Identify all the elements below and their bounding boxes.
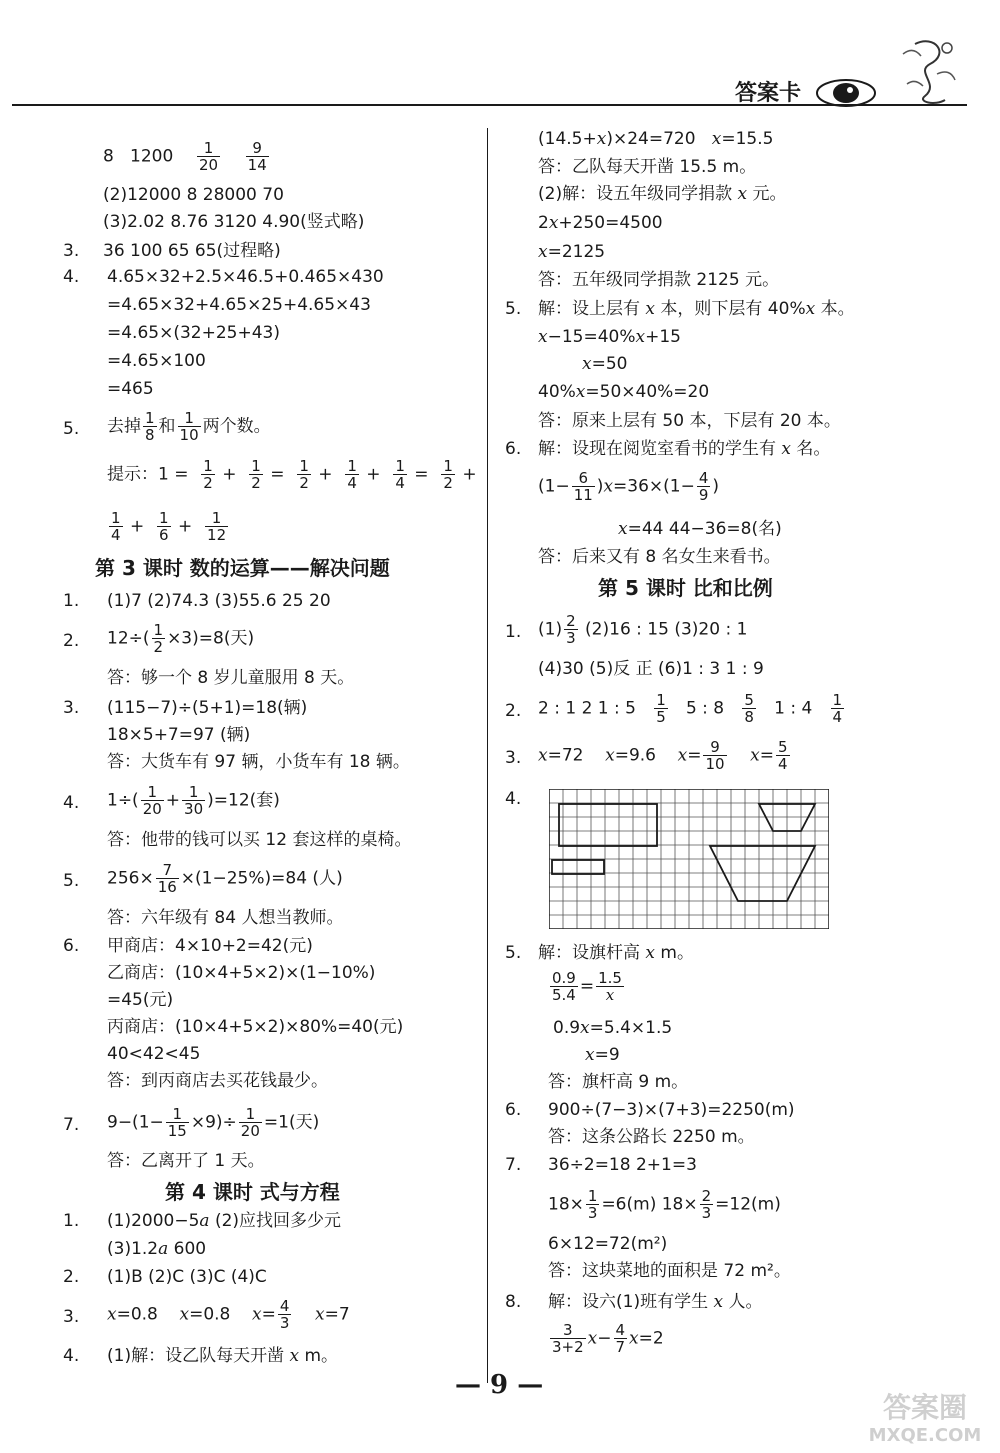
header-brand: 答案卡	[735, 81, 802, 106]
q4-line: 4.65×32+2.5×46.5+0.465×430	[107, 267, 384, 287]
r-answer: 答：乙队每天开凿 15.5 m。	[538, 157, 757, 177]
s3q6-line: 40<42<45	[107, 1044, 201, 1064]
s5q5-line: x=9	[585, 1045, 620, 1065]
s3q4-number: 4.	[63, 793, 80, 813]
s3q4-answer: 答：他带的钱可以买 12 套这样的桌椅。	[107, 830, 412, 850]
watermark-logo	[860, 1385, 990, 1447]
r-line: (2)解：设五年级同学捐款 x 元。	[538, 184, 787, 204]
s5q5-number: 5.	[505, 943, 522, 963]
s3q4-eq: 1÷( $\frac{1}{20}$ + $\frac{1}{30}$ )=12(套)	[107, 783, 280, 818]
s3q7-answer: 答：乙离开了 1 天。	[107, 1151, 265, 1171]
s5q7-number: 7.	[505, 1155, 522, 1175]
q5-hint-cont: $\frac{1}{4}$ + $\frac{1}{6}$ + $\frac{1}{12}$	[111, 509, 227, 544]
s5q7-answer: 答：这块菜地的面积是 72 m²。	[548, 1261, 791, 1281]
s3q2-eq: 12÷( $\frac{1}{2}$ ×3)=8(天)	[107, 621, 255, 656]
s4q3-answer: x=0.8 x=0.8 x= $\frac{4}{3}$ x=7	[107, 1297, 350, 1332]
s3q3-line: (115−7)÷(5+1)=18(辆)	[107, 698, 308, 718]
r-line: (14.5+x)×24=720 x=15.5	[538, 129, 774, 149]
q4-line: =465	[107, 379, 154, 399]
left-row-1: 8 1200 $\frac{1}{20}$ $\frac{9}{14}$	[103, 139, 267, 174]
q4-line: =4.65×(32+25+43)	[107, 323, 280, 343]
s3q5-number: 5.	[63, 871, 80, 891]
left-row-2: (2)12000 8 28000 70	[103, 185, 284, 205]
s4q1-line: (1)2000−5a (2)应找回多少元	[107, 1211, 342, 1231]
s5q5-line: 0.9x=5.4×1.5	[553, 1018, 673, 1038]
header-rule	[12, 104, 967, 106]
rq5-line: 解：设上层有 x 本，则下层有 40%x 本。	[538, 299, 855, 319]
page-number: — 9 —	[455, 1370, 544, 1400]
svg-text:答案圈: 答案圈	[882, 1391, 968, 1424]
rq5-answer: 答：原来上层有 50 本，下层有 20 本。	[538, 411, 841, 431]
large-trapezoid-shape	[710, 846, 815, 901]
s5q8-eq: $\frac{3}{3+2}$ x− $\frac{4}{7}$ x=2	[552, 1321, 664, 1356]
svg-text:MXQE.COM: MXQE.COM	[868, 1425, 982, 1446]
s3q6-line: 丙商店：(10×4+5×2)×80%=40(元)	[107, 1017, 404, 1037]
rq6-line: 解：设现在阅览室看书的学生有 x 名。	[538, 439, 831, 459]
s5q8-line: 解：设六(1)班有学生 x 人。	[548, 1292, 763, 1312]
column-divider	[487, 128, 488, 1383]
s5q5-answer: 答：旗杆高 9 m。	[548, 1072, 689, 1092]
s4q3-number: 3.	[63, 1307, 80, 1327]
s3q2-number: 2.	[63, 631, 80, 651]
q3-number: 3.	[63, 241, 80, 261]
s4q1-line: (3)1.2a 600	[107, 1239, 207, 1259]
s3q1-answer: (1)7 (2)74.3 (3)55.6 25 20	[107, 591, 331, 611]
s3q3-answer: 答：大货车有 97 辆，小货车有 18 辆。	[107, 752, 410, 772]
s5q2-number: 2.	[505, 701, 522, 721]
section-4-title: 第 4 课时 式与方程	[165, 1180, 340, 1204]
s5q4-number: 4.	[505, 789, 522, 809]
s5q1-number: 1.	[505, 622, 522, 642]
rq5-line: x−15=40%x+15	[538, 327, 681, 347]
rq6-eq: (1− $\frac{6}{11}$ )x=36×(1− $\frac{4}{9}$ )	[538, 469, 720, 504]
s5q6-eq: 900÷(7−3)×(7+3)=2250(m)	[548, 1100, 795, 1120]
s5q1-line2: (4)30 (5)反 正 (6)1 : 3 1 : 9	[538, 659, 764, 679]
s3q6-line: =45(元)	[107, 990, 174, 1010]
rq5-line: 40%x=50×40%=20	[538, 382, 710, 402]
s5q6-answer: 答：这条公路长 2250 m。	[548, 1127, 755, 1147]
rq6-answer: 答：后来又有 8 名女生来看书。	[538, 547, 781, 567]
small-rectangle-shape	[552, 860, 604, 874]
left-row-3: (3)2.02 8.76 3120 4.90(竖式略)	[103, 212, 365, 232]
s4q4-line: (1)解：设乙队每天开凿 x m。	[107, 1346, 339, 1366]
rectangle-shape	[559, 804, 657, 846]
s3q6-line: 甲商店：4×10+2=42(元)	[107, 936, 313, 956]
s3q6-number: 6.	[63, 936, 80, 956]
q5-number: 5.	[63, 419, 80, 439]
s5q1-line: (1) $\frac{2}{3}$ (2)16 : 15 (3)20 : 1	[538, 612, 748, 647]
s5q5-line: 解：设旗杆高 x m。	[538, 943, 694, 963]
r-line: 2x+250=4500	[538, 213, 663, 233]
s4q1-number: 1.	[63, 1211, 80, 1231]
q4-line: =4.65×100	[107, 351, 206, 371]
rq5-line: x=50	[582, 354, 628, 374]
s3q5-eq: 256× $\frac{7}{16}$ ×(1−25%)=84 (人)	[107, 861, 343, 896]
s3q2-answer: 答：够一个 8 岁儿童服用 8 天。	[107, 668, 355, 688]
s5q2-line: 2 : 1 2 1 : 5 $\frac{1}{5}$ 5 : 8 $\frac{5}{8}$ 1 : 4 $\frac{1}{4}$	[538, 691, 843, 726]
s3q1-number: 1.	[63, 591, 80, 611]
s5q3-line: x=72 x=9.6 x= $\frac{9}{10}$ x= $\frac{5}{4}$	[538, 738, 788, 773]
q4-number: 4.	[63, 267, 80, 287]
s3q5-answer: 答：六年级有 84 人想当教师。	[107, 908, 344, 928]
decoration-icon	[895, 34, 965, 108]
q5-hint: 提示：1 = $\frac{1}{2}$ + $\frac{1}{2}$ = $\frac{1}{2}$ + $\frac{1}{4}$ + $\frac{1}{4}$ = $\frac{1}{2}$ +	[107, 457, 477, 492]
section-5-title: 第 5 课时 比和比例	[598, 576, 773, 600]
rq6-number: 6.	[505, 439, 522, 459]
s5q8-number: 8.	[505, 1292, 522, 1312]
s4q4-number: 4.	[63, 1346, 80, 1366]
s4q2-number: 2.	[63, 1267, 80, 1287]
s5q7-line: 6×12=72(m²)	[548, 1234, 668, 1254]
s3q6-answer: 答：到丙商店去买花钱最少。	[107, 1071, 328, 1091]
rq5-number: 5.	[505, 299, 522, 319]
s5q5-proportion: $\frac{0.9}{5.4}$ = $\frac{1.5}{x}$	[552, 969, 622, 1004]
s4q2-answer: (1)B (2)C (3)C (4)C	[107, 1267, 267, 1287]
s3q7-number: 7.	[63, 1115, 80, 1135]
r-answer: 答：五年级同学捐款 2125 元。	[538, 270, 780, 290]
grid-drawing	[549, 789, 829, 929]
r-line: x=2125	[538, 242, 606, 262]
section-3-title: 第 3 课时 数的运算——解决问题	[95, 556, 390, 580]
s5q7-line: 36÷2=18 2+1=3	[548, 1155, 697, 1175]
q4-line: =4.65×32+4.65×25+4.65×43	[107, 295, 371, 315]
s5q3-number: 3.	[505, 748, 522, 768]
s5q7-eq: 18× $\frac{1}{3}$ =6(m) 18× $\frac{2}{3}$ =12(m)	[548, 1187, 781, 1222]
s3q6-line: 乙商店：(10×4+5×2)×(1−10%)	[107, 963, 376, 983]
q3-answer: 36 100 65 65(过程略)	[103, 241, 281, 261]
s3q3-number: 3.	[63, 698, 80, 718]
q5-answer: 去掉 $\frac{1}{8}$ 和 $\frac{1}{10}$ 两个数。	[107, 409, 271, 444]
s3q7-eq: 9−(1− $\frac{1}{15}$ ×9)÷ $\frac{1}{20}$ =1(天)	[107, 1105, 320, 1140]
s5q6-number: 6.	[505, 1100, 522, 1120]
s3q3-line: 18×5+7=97 (辆)	[107, 725, 251, 745]
rq6-line: x=44 44−36=8(名)	[618, 519, 782, 539]
